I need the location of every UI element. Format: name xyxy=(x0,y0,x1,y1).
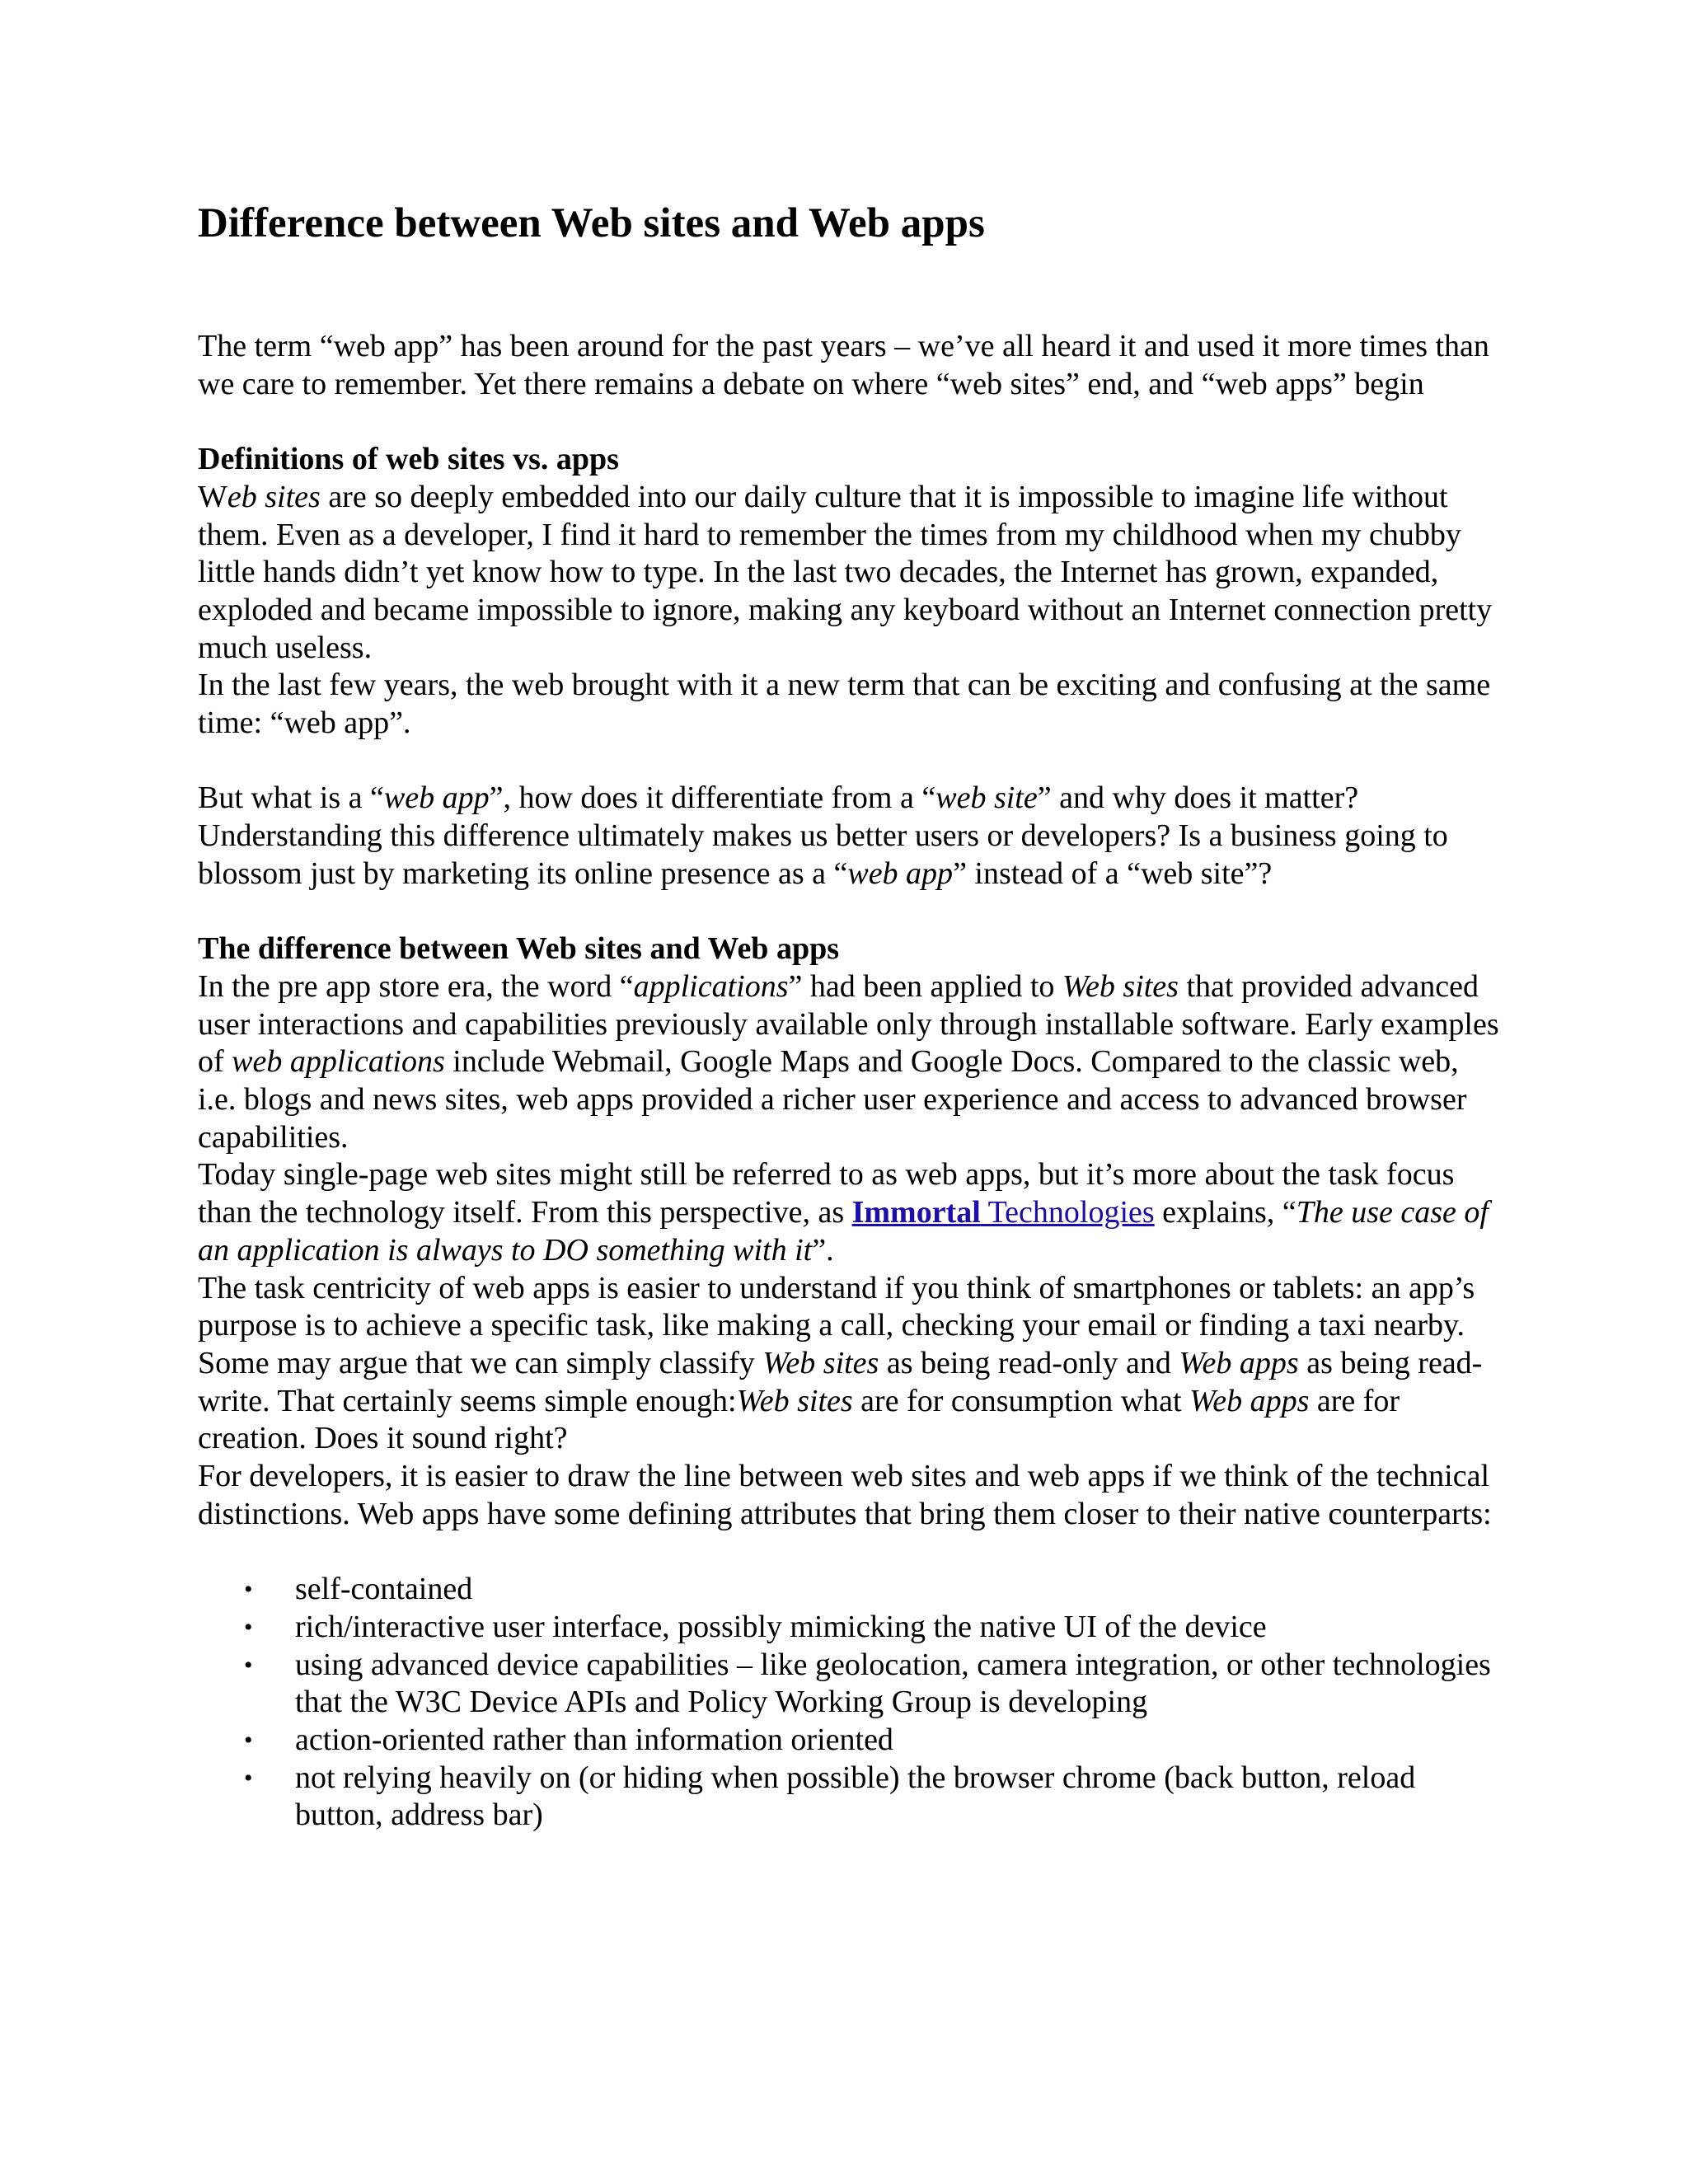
text-run: Today single-page web sites might still be referred to as web apps, but it’s more about the task focus than the technology itself. From this perspective, as xyxy=(198,1157,1455,1230)
paragraph-spacer xyxy=(198,743,1500,780)
definitions-paragraph-1 xyxy=(198,479,1500,668)
difference-paragraph-2 xyxy=(198,1156,1500,1269)
bullet-icon: • xyxy=(244,1764,253,1792)
emphasis-text: Web sites xyxy=(1062,968,1179,1004)
intro-paragraph: The term “web app” has been around for the past years – we’ve all heard it and used it more times than we care to remember. Yet there remains a debate on where “web sites” end, and “web apps” begin xyxy=(198,329,1489,401)
difference-paragraph-5: For developers, it is easier to draw the line between web sites and web apps if we think of the technical distinctions. Web apps have some defining attributes that bring them closer to their native counterparts: xyxy=(198,1459,1492,1531)
emphasis-text: web site xyxy=(935,780,1038,816)
list-item xyxy=(244,1722,1500,1760)
list-item xyxy=(244,1571,1500,1609)
text-run: ”, how does it differentiate from a “ xyxy=(489,780,936,816)
list-item-text: rich/interactive user interface, possibly mimicking the native UI of the device xyxy=(295,1609,1267,1644)
link-bold-text: Immortal xyxy=(851,1195,981,1230)
definitions-paragraph-2: In the last few years, the web brought with it a new term that can be exciting and confusing at the same time: “web app”. xyxy=(198,668,1491,741)
text-run: In the pre app store era, the word “ xyxy=(198,968,634,1004)
list-item-text: not relying heavily on (or hiding when possible) the browser chrome (back button, reload button, address bar) xyxy=(295,1760,1416,1833)
difference-paragraph-4 xyxy=(198,1345,1500,1458)
text-run: that provided advanced user interactions and capabilities previously available only through installable software. Early examples of xyxy=(198,968,1499,1080)
list-item-text: self-contained xyxy=(295,1572,473,1607)
link-text: Technologies xyxy=(980,1195,1155,1230)
text-run: are so deeply embedded into our daily culture that it is impossible to imagine life without them. Even as a developer, I find it hard to remember the times from my childhood when my chubby little hands didn’t yet know how to type. In the last two decades, the Internet has grown, expanded, exploded and became impossible to ignore, making any keyboard without an Internet connection pretty much useless. xyxy=(198,479,1493,665)
list-item xyxy=(244,1609,1500,1647)
bullet-icon: • xyxy=(244,1576,253,1604)
text-run: ” had been applied to xyxy=(788,968,1062,1004)
emphasis-text: Web apps xyxy=(1179,1345,1299,1380)
bullet-icon: • xyxy=(244,1726,253,1754)
list-item-text: using advanced device capabilities – like geolocation, camera integration, or other technologies that the W3C Device APIs and Policy Working Group is developing xyxy=(295,1647,1491,1720)
emphasis-text: web app xyxy=(383,780,490,816)
difference-paragraph-1 xyxy=(198,968,1500,1157)
list-item xyxy=(244,1647,1500,1722)
text-run: are for creation. Does it sound right? xyxy=(198,1383,1400,1456)
text-run: But what is a “ xyxy=(198,780,384,816)
list-item xyxy=(244,1760,1500,1835)
text-run: as being read-only and xyxy=(879,1345,1179,1380)
paragraph-spacer xyxy=(198,893,1500,931)
text-run: ” instead of a “web site”? xyxy=(953,855,1273,891)
emphasis-quote: The use case of an application is always to DO something with it xyxy=(198,1195,1489,1268)
emphasis-text: applications xyxy=(633,968,789,1004)
paragraph-spacer xyxy=(198,1533,1500,1571)
definitions-paragraph-3 xyxy=(198,780,1500,893)
emphasis-text: eb sites xyxy=(227,479,321,514)
paragraph-spacer xyxy=(198,403,1500,441)
text-run: Some may argue that we can simply classify xyxy=(198,1345,763,1380)
article-body xyxy=(198,328,1500,1835)
text-run: include Webmail, Google Maps and Google Docs. Compared to the classic web, i.e. blogs and news sites, web apps provided a richer user experience and access to advanced browser capabilities. xyxy=(198,1044,1467,1155)
page-title: Difference between Web sites and Web apps xyxy=(198,200,985,246)
bullet-icon: • xyxy=(244,1651,253,1679)
text-run: W xyxy=(198,479,227,514)
section-heading-difference: The difference between Web sites and Web apps xyxy=(198,931,839,967)
emphasis-text: Web sites xyxy=(736,1383,853,1418)
difference-paragraph-3: The task centricity of web apps is easier to understand if you think of smartphones or tablets: an app’s purpose is to achieve a specific task, like making a call, checking your email or finding a taxi nearby. xyxy=(198,1270,1475,1343)
text-run: ”. xyxy=(812,1232,834,1268)
text-run: explains, “ xyxy=(1154,1195,1296,1230)
attributes-list xyxy=(198,1571,1500,1835)
text-run: as being read-write. That certainly seems simple enough: xyxy=(198,1345,1483,1418)
emphasis-text: web applications xyxy=(232,1044,445,1080)
emphasis-text: web app xyxy=(847,855,954,891)
emphasis-text: Web apps xyxy=(1189,1383,1310,1418)
text-run: are for consumption what xyxy=(852,1383,1190,1418)
list-item-text: action-oriented rather than information oriented xyxy=(295,1722,893,1757)
immortal-technologies-link[interactable] xyxy=(852,1195,1155,1230)
section-heading-definitions: Definitions of web sites vs. apps xyxy=(198,442,619,477)
bullet-icon: • xyxy=(244,1613,253,1641)
text-run: ” and why does it matter? Understanding this difference ultimately makes us better users or developers? Is a business going to blossom just by marketing its online presence as a “ xyxy=(198,780,1448,891)
emphasis-text: Web sites xyxy=(762,1345,879,1380)
